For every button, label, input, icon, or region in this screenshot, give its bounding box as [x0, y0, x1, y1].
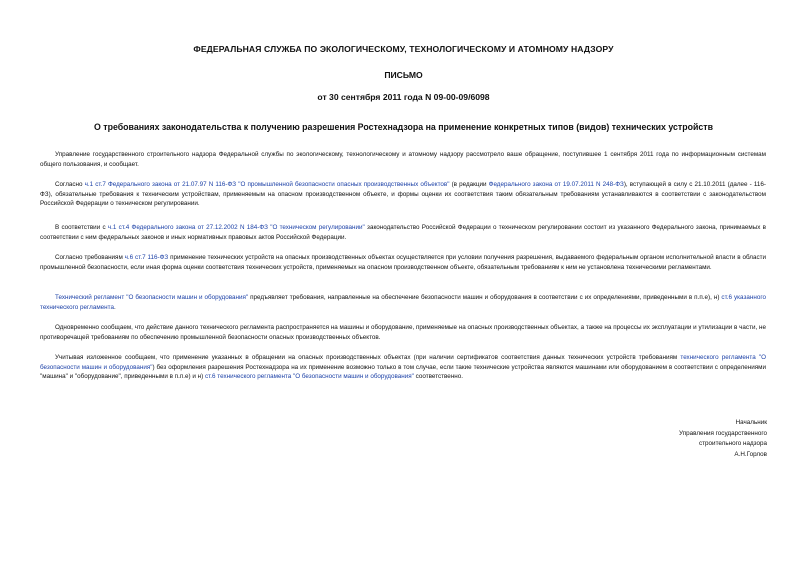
signature-position: Начальник [735, 419, 767, 426]
paragraph-3-text-b: законодательство Российской Федерации о техническом регулировании состоит из указанного Федерального закона, принимаемых в соответствии с ним федеральных законов и иных нормативных правовых актов Российской Федерации. [40, 224, 766, 241]
law-248-fz-link[interactable]: Федерального закона от 19.07.2011 N 248-ФЗ [488, 181, 624, 188]
law-184-fz-link[interactable]: ч.1 ст.4 Федерального закона от 27.12.2002 N 184-ФЗ "О техническом регулировании" [107, 224, 365, 231]
document-date-number: от 30 сентября 2011 года N 09-00-09/6098 [317, 92, 490, 102]
law-116-fz-link[interactable]: ч.1 ст.7 Федерального закона от 21.07.97 N 116-ФЗ "О промышленной безопасности опасных производственных объектов" [84, 181, 450, 188]
paragraph-4 [40, 253, 766, 272]
paragraph-1-text: Управление государственного строительного надзора Федеральной службы по экологическому, технологическому и атомному надзору рассмотрело ваше обращение, поступившее 1 сентября 2011 года по информационным системам общего пользования, и сообщает. [40, 151, 766, 168]
paragraph-7-text-a: Учитывая изложенное сообщаем, что применение указанных в обращении на опасных производственных объектах (при наличии сертификатов соответствия данных технических устройств требованиям [55, 354, 681, 361]
signature-department: Управления государственного [678, 429, 767, 437]
paragraph-1 [40, 150, 766, 169]
paragraph-7-text-c: соответственно. [413, 373, 464, 381]
paragraph-2-text-a: Согласно [55, 181, 85, 188]
paragraph-6 [40, 323, 766, 342]
paragraph-2-text-b: (в редакции [449, 181, 489, 188]
paragraph-2-text-c: ), вступающей в силу с 21.10.2011 (далее - 116-ФЗ), обязательные требования к техническим устройствам, применяемым на опасном производственном объекте, и формы оценки их соответствия таким обязательным требованиям устанавливаются в соответствии с законодательством Российской Федерации о техническом регулировании. [40, 181, 766, 208]
paragraph-5-text-a: предъявляет требования, направленные на обеспечение безопасности машин и оборудования в соответствии с их определениями, приведенными в п.п.е), н) [248, 294, 722, 301]
paragraph-5-text-b: . [113, 303, 116, 311]
paragraph-3 [40, 223, 766, 242]
tech-regulation-link-2[interactable]: технического регламента "О безопасности машин и оборудования" [40, 354, 766, 371]
signature-department-2: строительного надзора [699, 440, 767, 447]
paragraph-4-text-a: Согласно требованиям [55, 254, 125, 261]
paragraph-7 [40, 353, 766, 382]
paragraph-3-text-a: В соответствии с [55, 224, 108, 231]
agency-title: ФЕДЕРАЛЬНАЯ СЛУЖБА ПО ЭКОЛОГИЧЕСКОМУ, ТЕХНОЛОГИЧЕСКОМУ И АТОМНОМУ НАДЗОРУ [193, 44, 614, 54]
paragraph-2 [40, 180, 766, 209]
document-subject: О требованиях законодательства к получению разрешения Ростехнадзора на применение конкретных типов (видов) технических устройств [93, 122, 713, 132]
signature-name: А.Н.Горлов [734, 450, 767, 458]
tech-regulation-link[interactable]: Технический регламент "О безопасности машин и оборудования" [55, 294, 249, 301]
article-7-part-6-link[interactable]: ч.6 ст.7 116-ФЗ [124, 254, 169, 261]
paragraph-7-text-b: ) без оформления разрешения Ростехнадзора на их применение возможно только в том случае, если такие технические устройства являются машинами или оборудованием в соответствии с определениями "машина" и "оборудование", приведенными в п.п.е) и н) [40, 363, 766, 381]
regulation-article-6-link[interactable]: ст.6 указанного технического регламента [40, 294, 766, 311]
regulation-article-6-link-2[interactable]: ст.6 технического регламента "О безопасности машин и оборудования" [204, 373, 414, 381]
document-type: ПИСЬМО [384, 70, 423, 80]
paragraph-6-text: Одновременно сообщаем, что действие данного технического регламента распространяется на машины и оборудование, применяемые на опасных производственных объектах, а также на процессы их эксплуатации и утилизации в части, не противоречащей требованиям по обеспечению промышленной безопасности опасных производственных объектов. [40, 324, 766, 341]
paragraph-5 [40, 293, 766, 312]
paragraph-4-text-b: применение технических устройств на опасных производственных объектах осуществляется при условии получения разрешения, выдаваемого федеральным органом исполнительной власти в области промышленной безопасности, если иная форма оценки соответствия технических устройств, применяемых на опасном производственном объекте, обязательным требованиям к ним не установлена техническими регламентами. [40, 254, 766, 271]
signature-block [567, 418, 767, 460]
